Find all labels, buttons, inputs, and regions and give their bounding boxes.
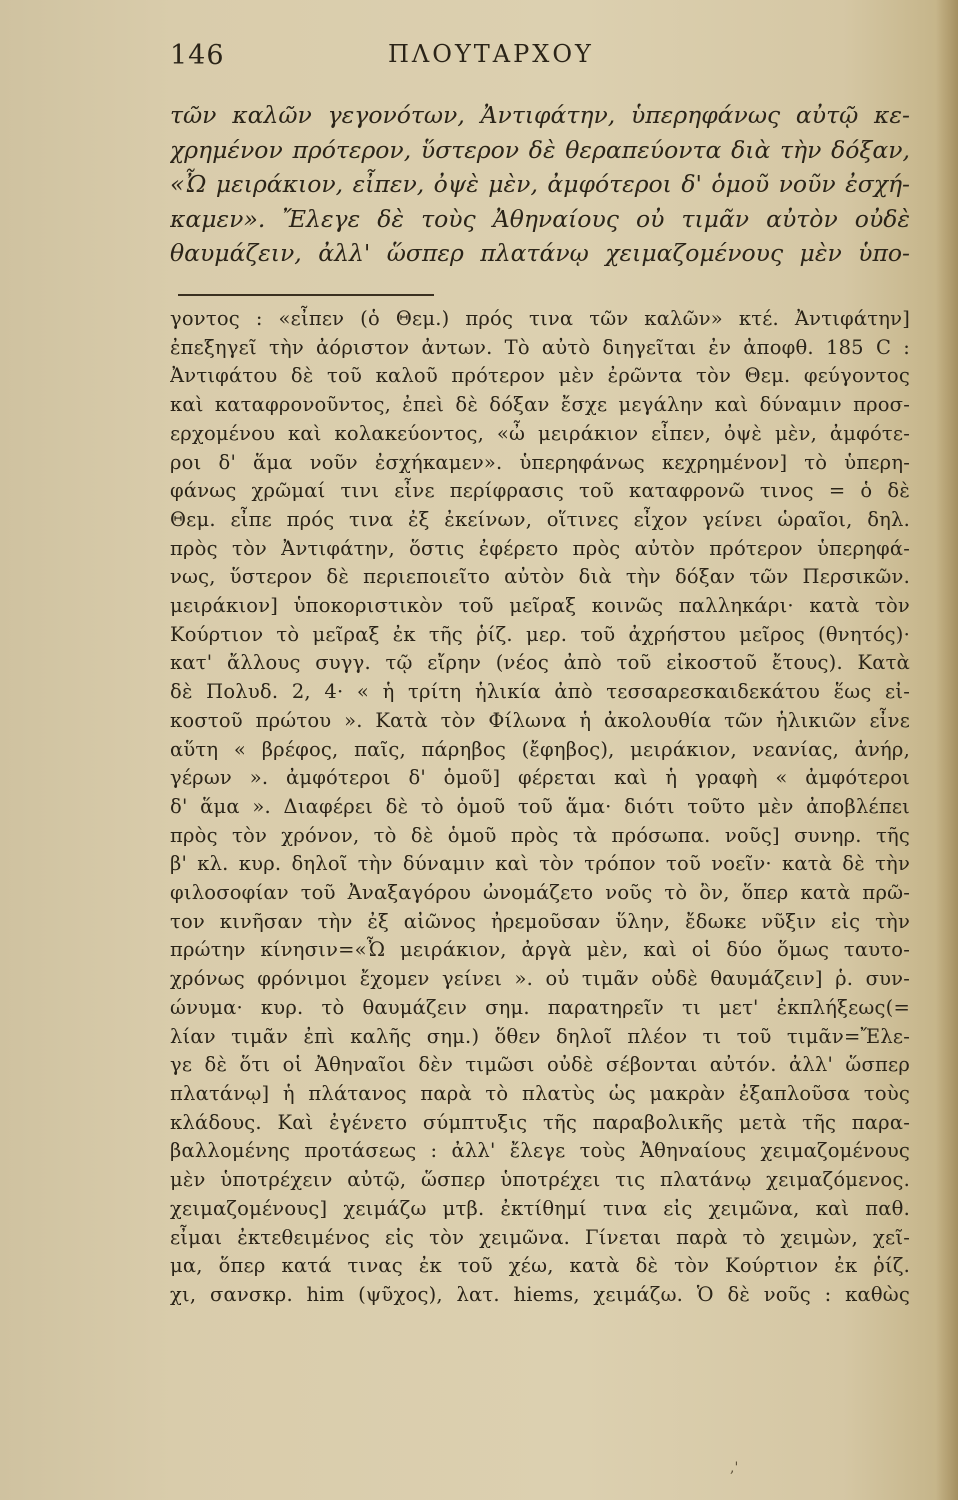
note-line: εἶμαι ἐκτεθειμένος εἰς τὸν χειμῶνα. Γίνεται παρὰ τὸ χειμὼν, χεῖ- (170, 1225, 910, 1249)
note-line: φάνως χρῶμαί τινι εἶνε περίφρασις τοῦ καταφρονῶ τινος = ὁ δὲ (170, 479, 910, 503)
note-line: ροι δ' ἅμα νοῦν ἐσχήκαμεν». ὑπερηφάνως κεχρημένον] τὸ ὑπερη- (170, 450, 910, 474)
main-text-line: «Ὦ μειράκιον, εἶπεν, ὀψὲ μὲν, ἀμφότεροι δ' ὁμοῦ νοῦν ἐσχή- (170, 170, 910, 198)
note-line: νως, ὕστερον δὲ περιεποιεῖτο αὐτὸν διὰ τὴν δόξαν τῶν Περσικῶν. (170, 565, 910, 589)
note-line: χειμαζομένους] χειμάζω μτβ. ἐκτίθημί τινα εἰς χειμῶνα, καὶ παθ. (170, 1196, 910, 1220)
note-line: καὶ καταφρονοῦντος, ἐπεὶ δὲ δόξαν ἔσχε μεγάλην καὶ δύναμιν προσ- (170, 393, 910, 417)
main-text-line: χρημένον πρότερον, ὕστερον δὲ θεραπεύοντα διὰ τὴν δόξαν, (170, 135, 910, 164)
note-line: κατ' ἄλλους συγγ. τῷ εἴρην (νέος ἀπὸ τοῦ εἰκοστοῦ ἔτους). Κατὰ (170, 651, 910, 675)
note-line: ώνυμα· κυρ. τὸ θαυμάζειν σημ. παρατηρεῖν τι μετ' ἐκπλήξεως(= (170, 995, 910, 1019)
footnote-separator-rule (178, 294, 434, 296)
main-text-line: τῶν καλῶν γεγονότων, Ἀντιφάτην, ὑπερηφάνως αὐτῷ κε- (170, 101, 910, 129)
running-title: ΠΛΟΥΤΑΡΧΟΥ (388, 40, 594, 68)
note-line: φιλοσοφίαν τοῦ Ἀναξαγόρου ὠνομάζετο νοῦς τὸ ὂν, ὅπερ κατὰ πρῶ- (170, 881, 910, 905)
note-line: γε δὲ ὅτι οἱ Ἀθηναῖοι δὲν τιμῶσι οὐδὲ σέβονται αὐτόν. ἀλλ' ὥσπερ (170, 1053, 910, 1077)
note-line: Κούρτιον τὸ μεῖραξ ἐκ τῆς ῥίζ. μερ. τοῦ ἀχρήστου μεῖρος (θνητός)· (170, 622, 910, 646)
page-header (170, 40, 790, 80)
note-line: πρὸς τὸν χρόνον, τὸ δὲ ὁμοῦ πρὸς τὰ πρόσωπα. νοῦς] συνηρ. τῆς (170, 823, 910, 847)
note-line: κλάδους. Καὶ ἐγένετο σύμπτυξις τῆς παραβολικῆς μετὰ τῆς παρα- (170, 1110, 910, 1134)
note-line: βαλλομένης προτάσεως : ἀλλ' ἔλεγε τοὺς Ἀθηναίους χειμαζομένους (170, 1139, 910, 1163)
note-line: χι, σανσκρ. him (ψῦχος), λατ. hiems, χειμάζω. Ὁ δὲ νοῦς : καθὼς (170, 1282, 910, 1306)
note-line: δὲ Πολυδ. 2, 4· « ἡ τρίτη ἡλικία ἀπὸ τεσσαρεσκαιδεκάτου ἕως εἰ- (170, 680, 910, 704)
note-line: μα, ὅπερ κατά τινας ἐκ τοῦ χέω, κατὰ δὲ τὸν Κούρτιον ἐκ ῥίζ. (170, 1254, 910, 1278)
main-text-block (170, 98, 910, 271)
note-line: λίαν τιμᾶν ἐπὶ καλῆς σημ.) ὅθεν δηλοῖ πλέον τι τοῦ τιμᾶν=Ἔλε- (170, 1024, 910, 1048)
note-line: β' κλ. κυρ. δηλοῖ τὴν δύναμιν καὶ τὸν τρόπον τοῦ νοεῖν· κατὰ δὲ τὴν (170, 852, 910, 876)
note-line: ερχομένου καὶ κολακεύοντος, «ὦ μειράκιον εἶπεν, ὀψὲ μὲν, ἀμφότε- (170, 421, 910, 445)
note-line: αὕτη « βρέφος, παῖς, πάρηβος (ἔφηβος), μειράκιον, νεανίας, ἀνήρ, (170, 737, 910, 761)
note-line: γέρων ». ἀμφότεροι δ' ὁμοῦ] φέρεται καὶ ἡ γραφὴ « ἀμφότεροι (170, 766, 910, 790)
note-line: Θεμ. εἶπε πρός τινα ἐξ ἐκείνων, οἵτινες εἶχον γείνει ὡραῖοι, δηλ. (170, 507, 910, 531)
page-edge-shadow (936, 0, 958, 1500)
note-line: κοστοῦ πρώτου ». Κατὰ τὸν Φίλωνα ἡ ἀκολουθία τῶν ἡλικιῶν εἶνε (170, 708, 910, 732)
stray-ink-mark: ,' (730, 1460, 739, 1476)
note-line: Ἀντιφάτου δὲ τοῦ καλοῦ πρότερον μὲν ἐρῶντα τὸν Θεμ. φεύγοντος (170, 364, 910, 388)
note-line: μὲν ὑποτρέχειν αὐτῷ, ὥσπερ ὑποτρέχει τις πλατάνῳ χειμαζόμενος. (170, 1168, 910, 1192)
note-line: δ' ἅμα ». Διαφέρει δὲ τὸ ὁμοῦ τοῦ ἅμα· διότι τοῦτο μὲν ἀποβλέπει (170, 794, 910, 818)
note-line: τον κινῆσαν τὴν ἐξ αἰῶνος ἠρεμοῦσαν ὕλην, ἔδωκε νῦξιν εἰς τὴν (170, 909, 910, 933)
note-line: πρὸς τὸν Ἀντιφάτην, ὅστις ἐφέρετο πρὸς αὐτὸν πρότερον ὑπερηφά- (170, 536, 910, 560)
note-line: γοντος : «εἶπεν (ὁ Θεμ.) πρός τινα τῶν καλῶν» κτέ. Ἀντιφάτην] (170, 307, 910, 330)
main-text-line: θαυμάζειν, ἀλλ' ὥσπερ πλατάνῳ χειμαζομένους μὲν ὑπο- (170, 239, 910, 267)
note-line: μειράκιον] ὑποκοριστικὸν τοῦ μεῖραξ κοινῶς παλληκάρι· κατὰ τὸν (170, 594, 910, 618)
note-line: πλατάνῳ] ἡ πλάτανος παρὰ τὸ πλατὺς ὡς μακρὰν ἐξαπλοῦσα τοὺς (170, 1081, 910, 1105)
commentary-notes-block (170, 305, 910, 1310)
main-text-line: καμεν». Ἔλεγε δὲ τοὺς Ἀθηναίους οὐ τιμᾶν αὐτὸν οὐδὲ (170, 204, 910, 233)
note-line: χρόνως φρόνιμοι ἔχομεν γείνει ». οὐ τιμᾶν οὐδὲ θαυμάζειν] ῥ. συν- (170, 967, 910, 991)
page-number: 146 (170, 40, 225, 71)
note-line: πρώτην κίνησιν=«Ὦ μειράκιον, ἀργὰ μὲν, καὶ οἱ δύο ὅμως ταυτο- (170, 938, 910, 962)
note-line: ἐπεξηγεῖ τὴν ἀόριστον ἀντων. Τὸ αὐτὸ διηγεῖται ἐν ἀποφθ. 185 C : (170, 335, 910, 359)
